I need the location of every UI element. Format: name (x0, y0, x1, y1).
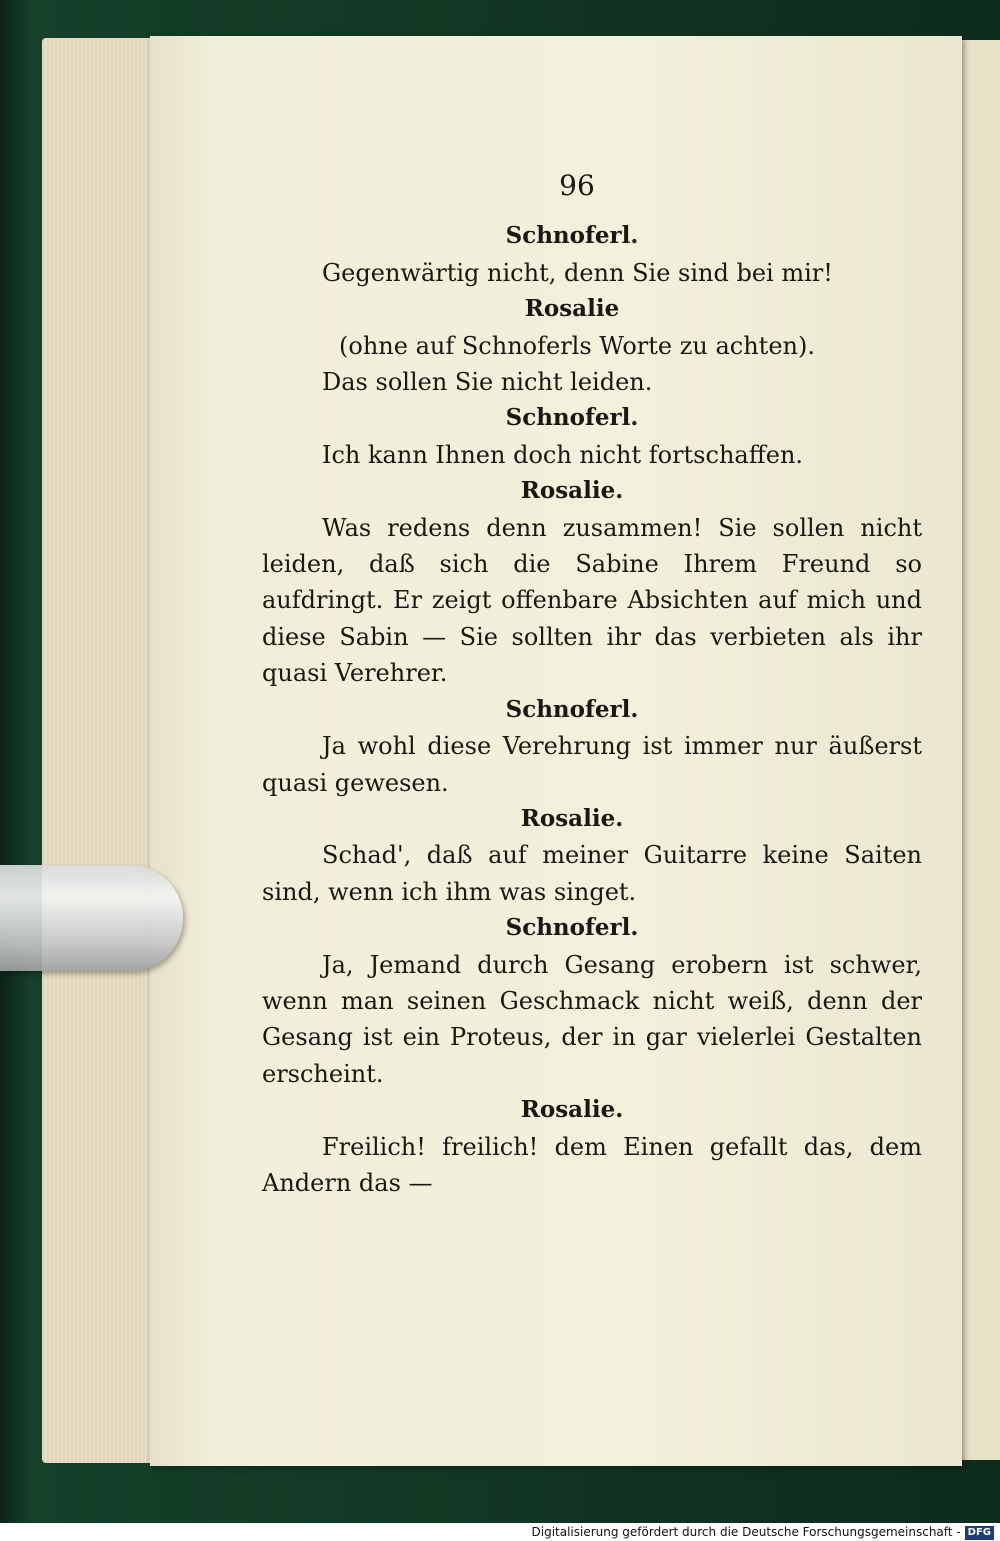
dialogue-paragraph: Freilich! freilich! dem Einen gefallt das, dem Andern das — (262, 1132, 922, 1197)
digitization-footer (0, 1523, 1000, 1541)
speaker-name: Rosalie. (520, 1096, 624, 1124)
funding-credit: Digitalisierung gefördert durch die Deutsche Forschungsgemeinschaft - (531, 1525, 961, 1539)
speaker-name: Rosalie (524, 295, 620, 323)
stage-direction: (ohne auf Schnoferls Worte zu achten). (339, 331, 815, 360)
dialogue-paragraph: Ja wohl diese Verehrung ist immer nur äußerst quasi gewesen. (262, 732, 922, 797)
speaker-name: Rosalie. (520, 804, 624, 832)
page-stack-edge (42, 38, 162, 1463)
dialogue-paragraph: Gegenwärtig nicht, denn Sie sind bei mir! (322, 258, 833, 287)
speaker-name: Rosalie. (520, 477, 624, 505)
dialogue-paragraph: Das sollen Sie nicht leiden. (322, 368, 653, 397)
speaker-name: Schnoferl. (505, 404, 639, 432)
dialogue-paragraph: Schad', daß auf meiner Guitarre keine Saiten sind, wenn ich ihm was singet. (262, 841, 922, 906)
speaker-name: Schnoferl. (505, 914, 639, 942)
dialogue-paragraph: Was redens denn zusammen! Sie sollen nicht leiden, daß sich die Sabine Ihrem Freund so aufdringt. Er zeigt offenbare Absichten auf mich und diese Sabin — Sie sollten ihr das verbieten als ihr quasi Verehrer. (262, 513, 922, 688)
dialogue-paragraph: Ich kann Ihnen doch nicht fortschaffen. (322, 440, 804, 469)
speaker-name: Schnoferl. (505, 695, 639, 723)
page-holder-bar (0, 865, 183, 971)
page-text (262, 168, 922, 1201)
dfg-logo: DFG (965, 1526, 994, 1540)
speaker-name: Schnoferl. (505, 222, 639, 250)
page-number: 96 (559, 169, 595, 202)
dialogue-paragraph: Ja, Jemand durch Gesang erobern ist schwer, wenn man seinen Geschmack nicht weiß, denn der Gesang ist ein Proteus, der in gar vielerlei Gestalten erscheint. (262, 950, 922, 1088)
